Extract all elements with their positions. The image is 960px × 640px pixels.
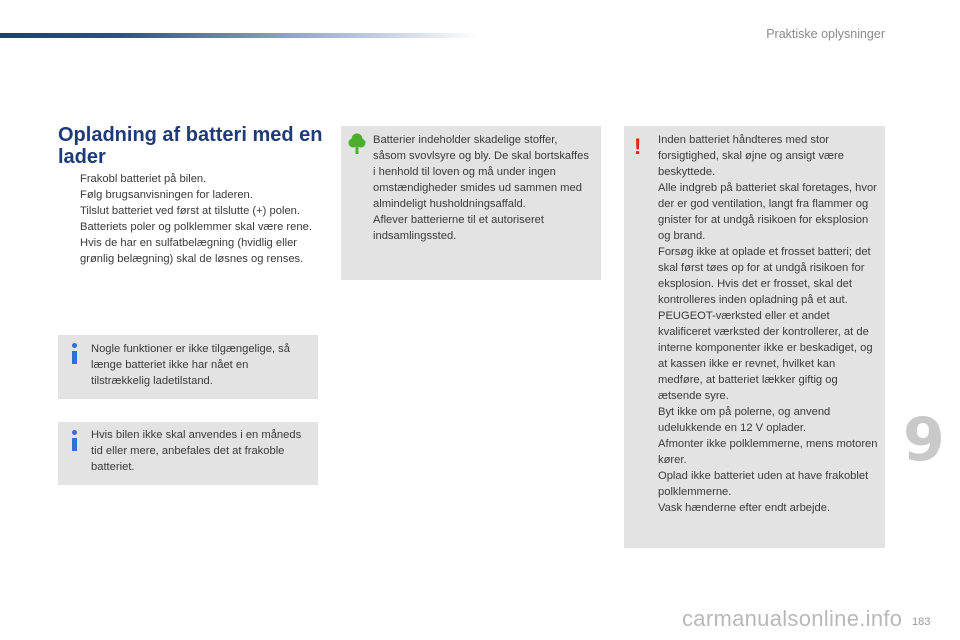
- list-item: Tilslut batteriet ved først at tilslutte (+) polen.: [80, 205, 301, 217]
- list-item: Følg brugsanvisningen for laderen.: [80, 189, 253, 201]
- exclamation-icon: !: [634, 134, 642, 159]
- tree-icon: [348, 132, 366, 156]
- chapter-number: 9: [903, 405, 945, 475]
- info-box-charge-state: [58, 335, 318, 399]
- watermark: carmanualsonline.info: [682, 606, 903, 631]
- eco-box: [341, 126, 601, 280]
- info-text: Hvis bilen ikke skal anvendes i en måneds tid eller mere, anbefales det at frakoble batteriet.: [91, 429, 302, 473]
- page-title: Opladning af batteri med en lader: [58, 124, 323, 168]
- warning-text: Inden batteriet håndteres med stor forsigtighed, skal øjne og ansigt være beskyttede. Alle indgreb på batteriet skal foretages, hvor der er god ventilation, langt fra flammer og gnister for at undgå risikoen for eksplosion og brand. Forsøg ikke at oplade et frosset batteri; det skal først tøes op for at undgå risikoen for eksplosion. Hvis det er frosset, skal det kontrolleres inden opladning på et aut. PEUGEOT-værksted eller et andet kvalificeret værksted der kontrollerer, at de interne komponenter ikke er beskadiget, og at kassen ikke er revnet, hvilket kan medføre, at batteriet lækker giftig og ætsende syre. Byt ikke om på polerne, og anvend udelukkende en 12 V oplader. Afmonter ikke polklemmerne, mens motoren kører. Oplad ikke batteriet uden at have frakoblet polklemmerne. Vask hænderne efter endt arbejde.: [658, 134, 878, 514]
- steps-list: [58, 171, 318, 267]
- warning-box: [624, 126, 885, 548]
- eco-text: Batterier indeholder skadelige stoffer, såsom svovlsyre og bly. De skal bortskaffes i henhold til loven og må under ingen omstændigheder smides ud sammen med almindeligt husholdningsaffald. Aflever batterierne til et autoriseret indsamlingssted.: [373, 134, 589, 242]
- list-item: Frakobl batteriet på bilen.: [80, 173, 207, 185]
- header-accent-bar: [0, 33, 480, 38]
- info-text: Nogle funktioner er ikke tilgængelige, så længe batteriet ikke har nået en tilstrækkelig ladetilstand.: [91, 343, 290, 387]
- section-label: Praktiske oplysninger: [766, 27, 885, 41]
- info-box-storage: [58, 422, 318, 485]
- list-item: Batteriets poler og polklemmer skal være rene. Hvis de har en sulfatbelægning (hvidlig eller grønlig belægning) skal de løsnes og renses.: [80, 221, 312, 265]
- info-icon: [70, 430, 80, 452]
- info-icon: [70, 343, 80, 365]
- page-number: 183: [912, 616, 931, 628]
